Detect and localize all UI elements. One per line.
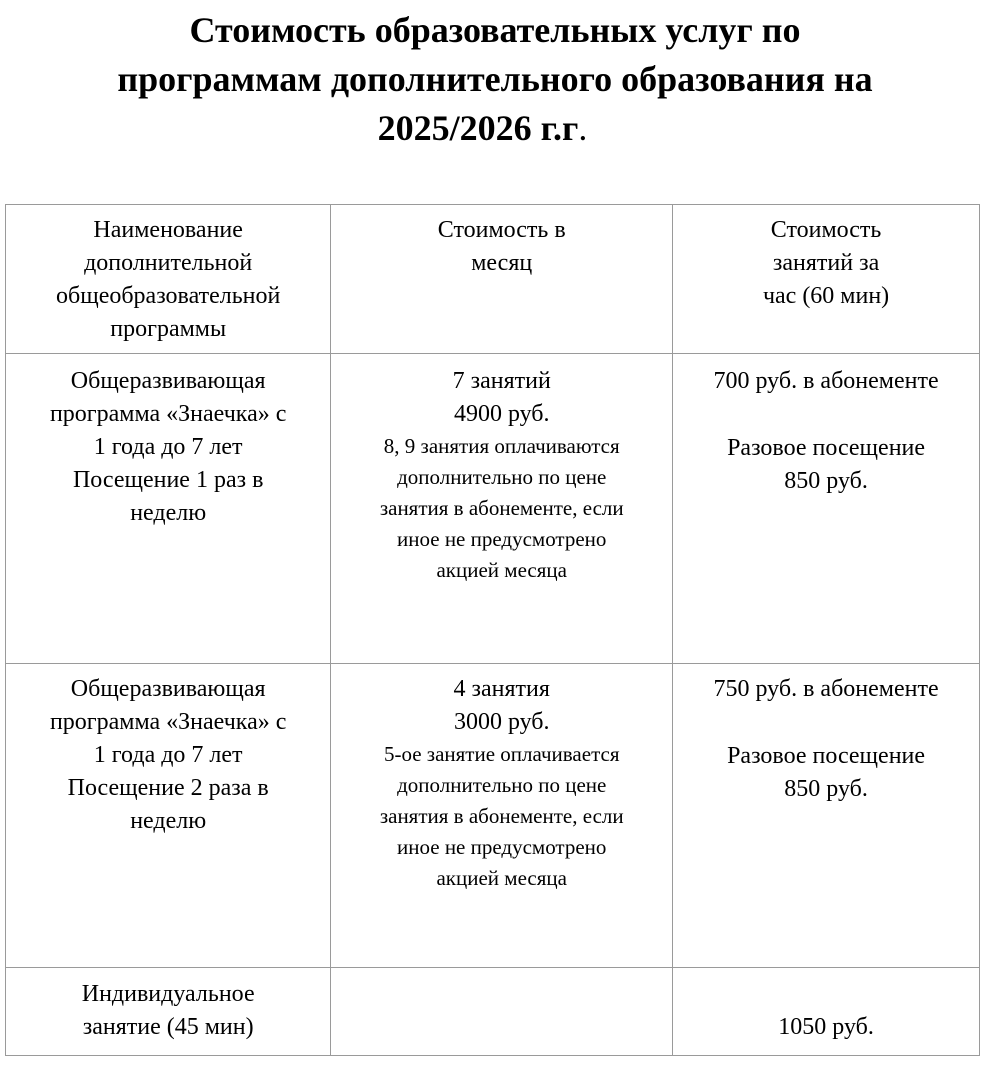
- individual-price: 1050 руб.: [778, 1014, 874, 1040]
- title-year: 2025/2026 г.г: [377, 108, 579, 148]
- hourly-single-label: Разовое посещение: [727, 435, 926, 461]
- monthly-price: 3000 руб.: [453, 709, 550, 735]
- monthly-lessons: 7 занятий: [452, 368, 551, 394]
- price-table: [5, 204, 980, 1056]
- header-hourly-cost: [673, 205, 980, 354]
- title-line-1: Стоимость образовательных услуг по: [189, 10, 801, 50]
- hourly-subscription: 700 руб. в абонементе: [713, 368, 939, 394]
- monthly-note: занятия в абонементе, если: [379, 496, 624, 520]
- program-text: Посещение 2 раза в: [67, 775, 269, 801]
- header-text: Наименование: [93, 217, 243, 243]
- page-title: [0, 6, 990, 153]
- header-monthly-cost: [331, 205, 673, 354]
- monthly-note: 8, 9 занятия оплачиваются: [383, 434, 620, 458]
- monthly-note: акцией месяца: [436, 866, 567, 890]
- table-row: [6, 354, 980, 664]
- title-line-3: [0, 104, 990, 153]
- program-text: неделю: [130, 808, 207, 834]
- monthly-cost-cell-empty: [331, 968, 673, 1056]
- program-text: Общеразвивающая: [70, 676, 266, 702]
- program-text: Индивидуальное: [81, 981, 255, 1007]
- table-row-individual: [6, 968, 980, 1056]
- table-row: [6, 664, 980, 968]
- program-text: программа «Знаечка» с: [49, 401, 287, 427]
- monthly-note: дополнительно по цене: [397, 773, 607, 797]
- monthly-note: дополнительно по цене: [397, 465, 607, 489]
- monthly-lessons: 4 занятия: [453, 676, 550, 702]
- hourly-cost-cell: [673, 664, 980, 968]
- header-text: Стоимость в: [437, 217, 566, 243]
- monthly-cost-cell: [331, 664, 673, 968]
- monthly-note: занятия в абонементе, если: [379, 804, 624, 828]
- program-cell: [6, 354, 331, 664]
- header-text: месяц: [471, 250, 533, 276]
- header-text: час (60 мин): [762, 283, 890, 309]
- header-text: программы: [110, 316, 227, 342]
- monthly-price: 4900 руб.: [453, 401, 550, 427]
- program-text: 1 года до 7 лет: [93, 434, 243, 460]
- header-program-name: [6, 205, 331, 354]
- hourly-single-label: Разовое посещение: [727, 743, 926, 769]
- hourly-cost-cell: [673, 968, 980, 1056]
- hourly-subscription: 750 руб. в абонементе: [713, 676, 939, 702]
- program-cell: [6, 664, 331, 968]
- header-text: общеобразовательной: [56, 283, 281, 309]
- hourly-cost-cell: [673, 354, 980, 664]
- program-text: Общеразвивающая: [70, 368, 266, 394]
- header-text: занятий за: [772, 250, 880, 276]
- monthly-note: иное не предусмотрено: [397, 527, 607, 551]
- header-text: Стоимость: [770, 217, 882, 243]
- hourly-single-price: 850 руб.: [784, 468, 868, 494]
- program-text: неделю: [130, 500, 207, 526]
- header-text: дополнительной: [84, 250, 253, 276]
- monthly-note: акцией месяца: [436, 558, 567, 582]
- table-header-row: [6, 205, 980, 354]
- monthly-note: 5-ое занятие оплачивается: [383, 742, 620, 766]
- hourly-single-price: 850 руб.: [784, 776, 868, 802]
- program-text: Посещение 1 раз в: [72, 467, 264, 493]
- title-line-2: программам дополнительного образования на: [117, 59, 873, 99]
- program-text: программа «Знаечка» с: [49, 709, 287, 735]
- program-cell: [6, 968, 331, 1056]
- monthly-cost-cell: [331, 354, 673, 664]
- program-text: 1 года до 7 лет: [93, 742, 243, 768]
- program-text: занятие (45 мин): [82, 1014, 254, 1040]
- title-dot: .: [578, 108, 588, 148]
- monthly-note: иное не предусмотрено: [397, 835, 607, 859]
